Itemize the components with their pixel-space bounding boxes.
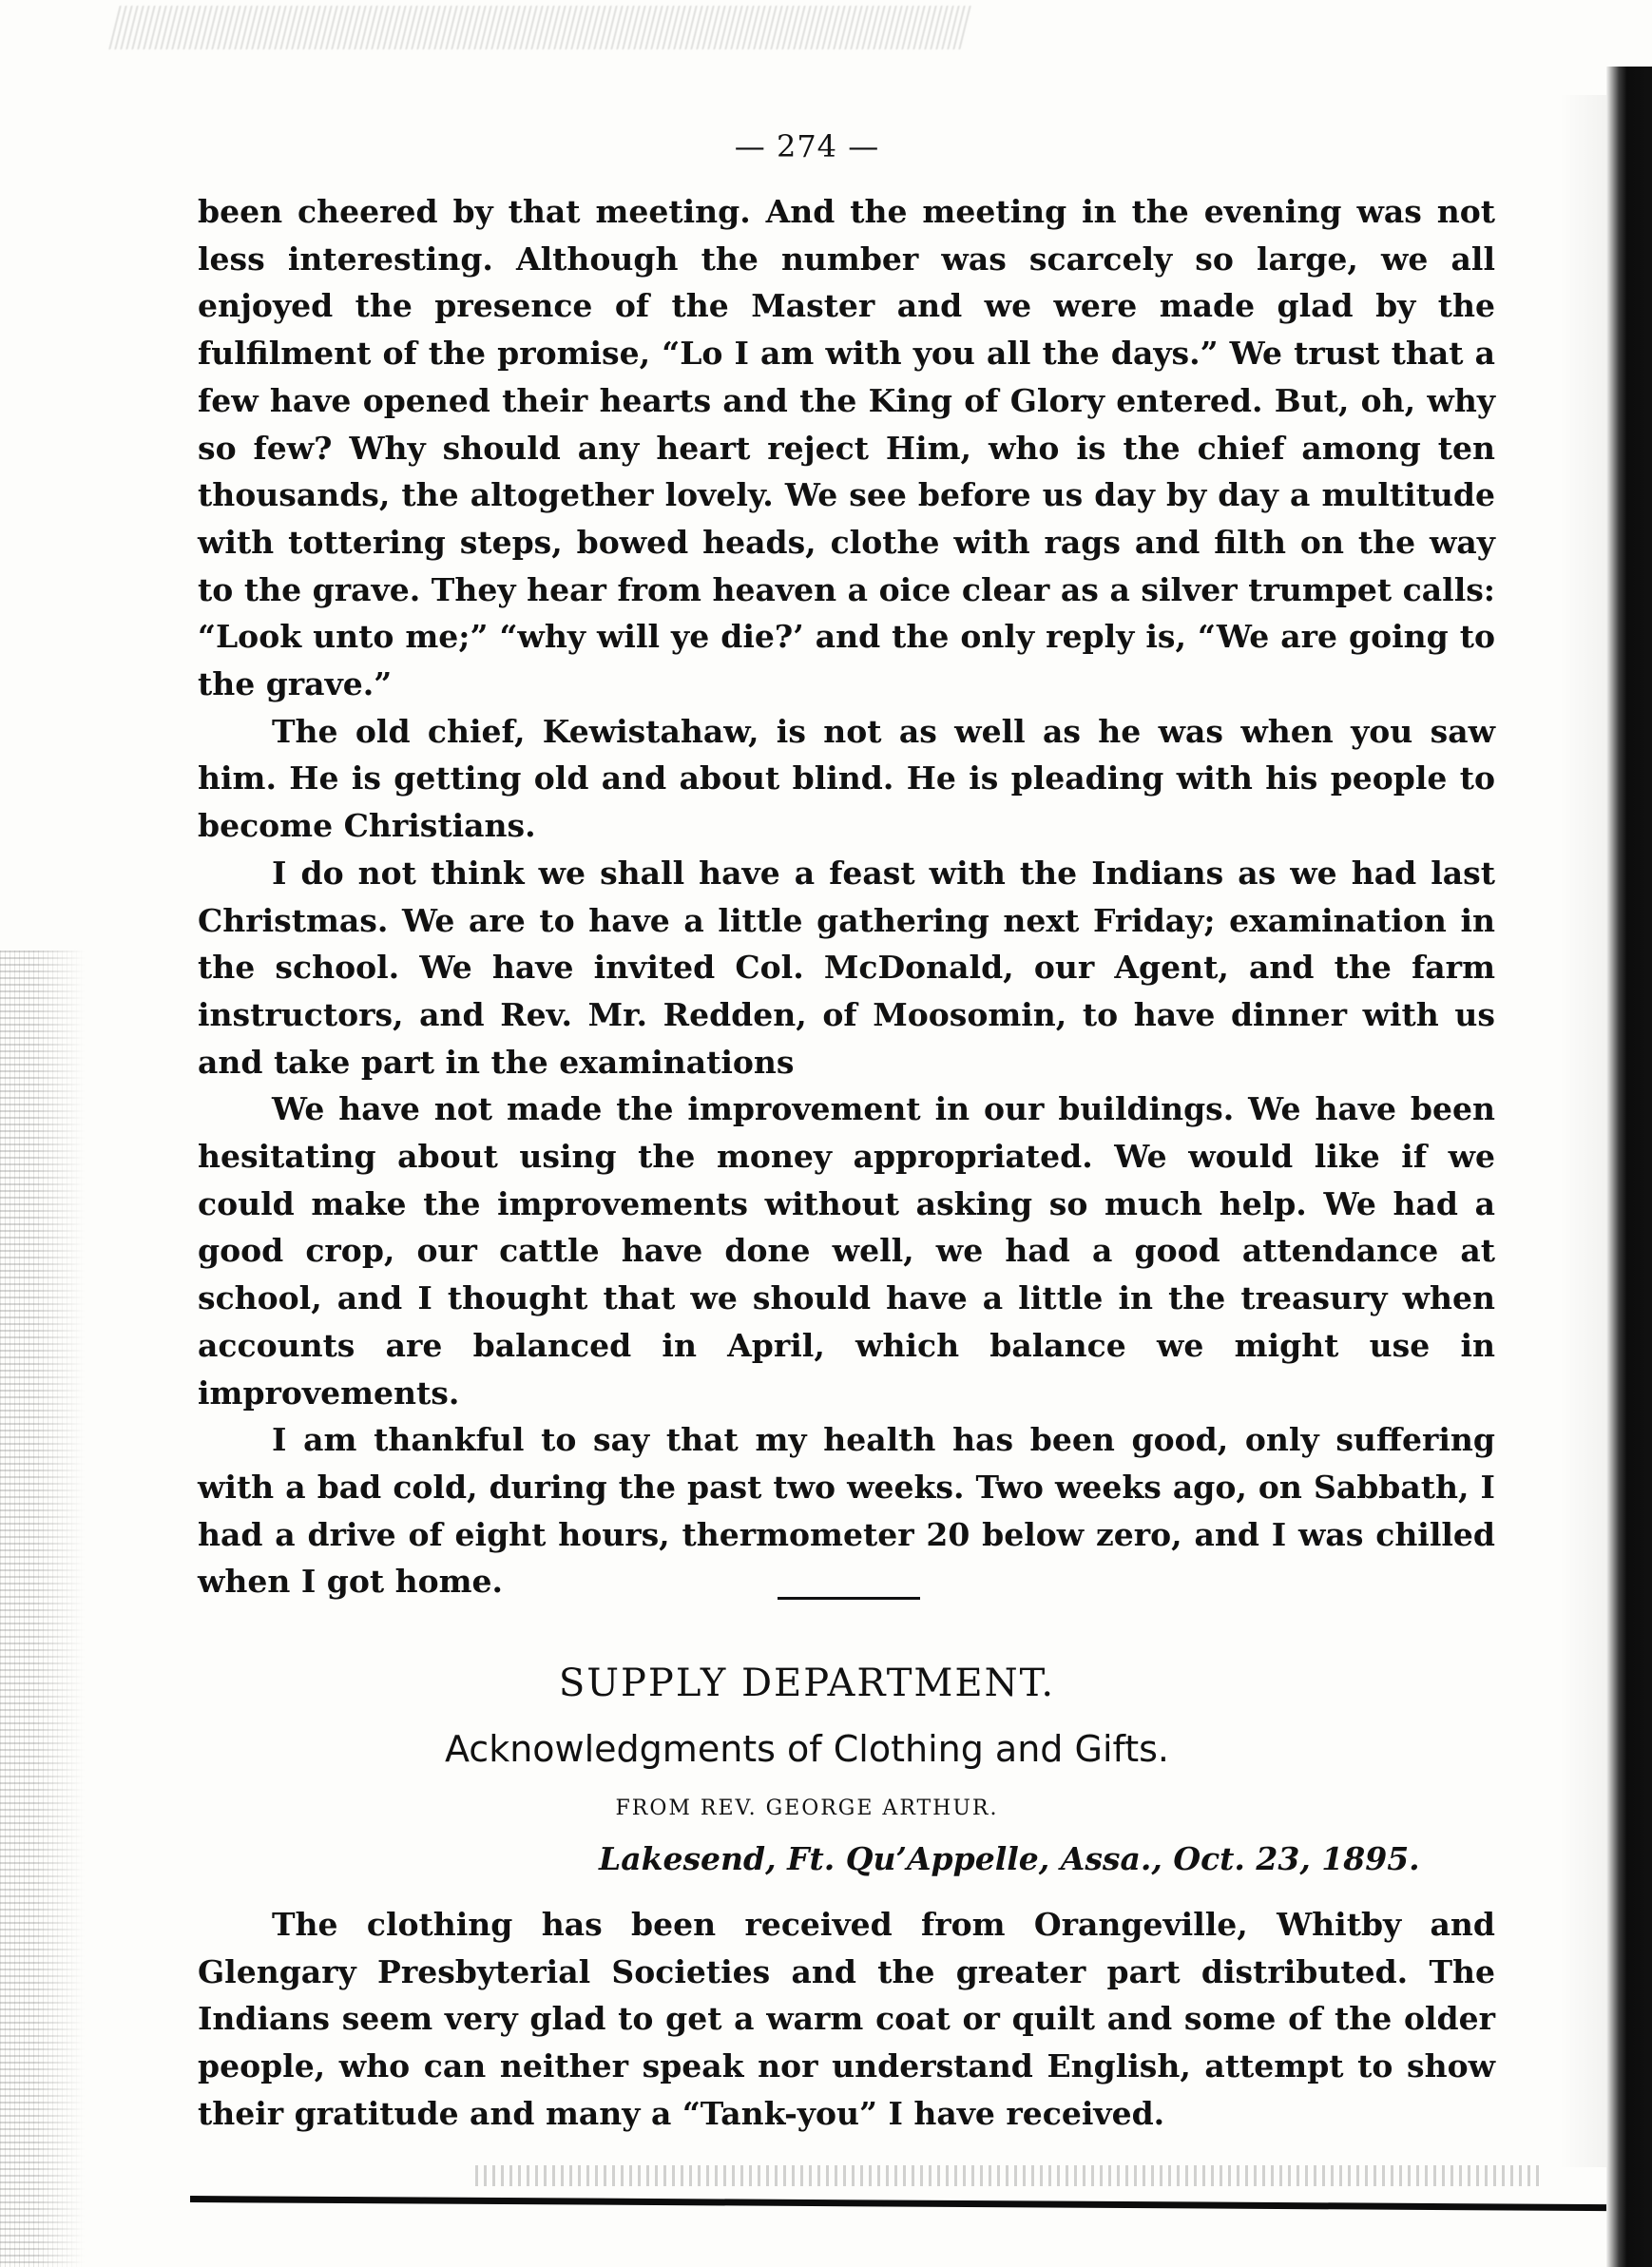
paragraph: I do not think we shall have a feast with the Indians as we had last Christmas. We are to have a little gathering next Friday; examination in the school. We have invited Col. McDonald, our Agent, and the farm instructors, and Rev. Mr. Redden, of Moosomin, to have dinner with us and take part in the examinations [198,854,1495,1081]
page-number: — 274 — [734,128,880,164]
section-divider [778,1597,920,1600]
paragraph: We have not made the improvement in our buildings. We have been hesitating about using the money appropriated. We would like if we could make the improvements without asking so much help. We had a good crop, our cattle have done well, we had a good attendance at school, and I thought that we should have a little in the treasury when accounts are balanced in April, which balance we might use in improvements. [198,1090,1495,1412]
bottom-rule [190,2196,1606,2211]
section-subheading: Acknowledgments of Clothing and Gifts. [444,1728,1169,1770]
scan-noise-top [108,6,974,49]
paragraph: The old chief, Kewistahaw, is not as well as he was when you saw him. He is getting old and about blind. He is pleading with his people to become Christians. [198,712,1495,845]
paragraph: The clothing has been received from Orangeville, Whitby and Glengary Presbyterial Societies and the greater part distributed. The Indians seem very glad to get a warm coat or quilt and some of the older people, who can neither speak nor understand English, attempt to show their gratitude and many a “Tank-you” I have received. [198,1906,1495,2132]
section-heading: SUPPLY DEPARTMENT. [558,1662,1056,1705]
scan-noise-bottom [475,2165,1540,2186]
paragraph: I am thankful to say that my health has been good, only suffering with a bad cold, during the past two weeks. Two weeks ago, on Sabbath, I had a drive of eight hours, thermometer 20 below zero, and I was chilled when I got home. [198,1421,1495,1601]
letter-text [198,1901,1495,2138]
letter-from: FROM REV. GEORGE ARTHUR. [615,1796,999,1820]
body-text [198,188,1495,1605]
scan-noise-left [0,951,86,2267]
binding-edge [1606,67,1652,2267]
letter-dateline: Lakesend, Ft. Qu’Appelle, Assa., Oct. 23, 1895. [599,1840,1420,1877]
paragraph: been cheered by that meeting. And the meeting in the evening was not less interesting. Although the number was scarcely so large, we all enjoyed the presence of the Master and we were made glad by the fulfilment of the promise, “Lo I am with you all the days.” We trust that a few have opened their hearts and the King of Glory entered. But, oh, why so few? Why should any heart reject Him, who is the chief among ten thousands, the altogether lovely. We see before us day by day a multitude with tottering steps, bowed heads, clothe with rags and filth on the way to the grave. They hear from heaven a oice clear as a silver trumpet calls: “Look unto me;” “why will ye die?’ and the only reply is, “We are going to the grave.” [198,193,1495,703]
